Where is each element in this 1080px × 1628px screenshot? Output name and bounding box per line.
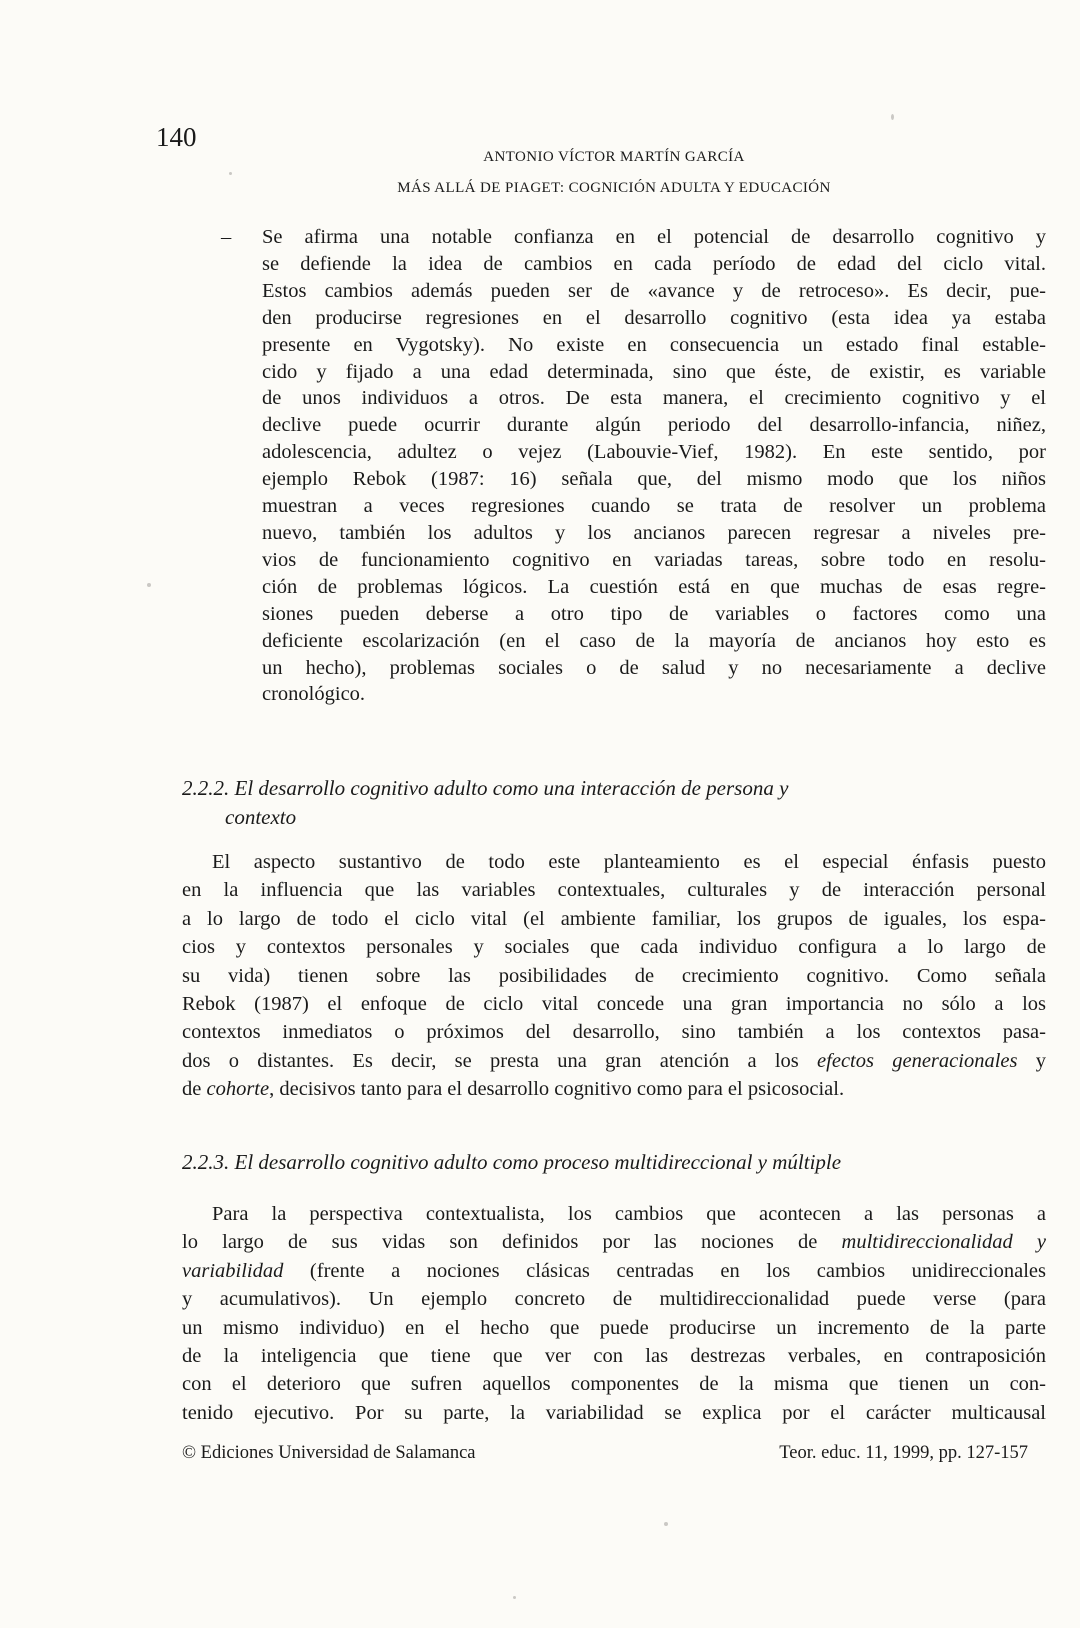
running-header (182, 142, 1046, 204)
page-footer (182, 1441, 1028, 1465)
scan-speck (513, 1596, 516, 1599)
footer-journal-ref: Teor. educ. 11, 1999, pp. 127-157 (779, 1443, 1028, 1463)
scan-speck (664, 1522, 668, 1526)
footer-publisher: © Ediciones Universidad de Salamanca (182, 1443, 476, 1463)
section-heading-2-2-2: 2.2.2. El desarrollo cognitivo adulto como una interacción de persona y contexto (182, 776, 789, 829)
section-paragraph-2-2-2: El aspecto sustantivo de todo este planteamiento es el especial énfasis puesto en la influencia que las variables contextuales, culturales y de interacción personal a lo largo de todo el ciclo vital (el ambiente familiar, los grupos de iguales, los espa- cios y contextos personales y sociales que cada individuo configura a lo largo de su vida) tienen sobre las posibilidades de crecimiento cognitivo. Como señala Rebok (1987) el enfoque de ciclo vital concede una gran importancia no sólo a los contextos inmediatos o próximos del desarrollo, sino también a los contextos pasa- dos o distantes. Es decir, se presta una gran atención a los efectos generacionales y de cohorte, decisivos tanto para el desarrollo cognitivo como para el psicosocial. (182, 851, 1046, 1101)
bullet-dash: – (221, 226, 232, 248)
bullet-paragraph-cognitive-development: – Se afirma una notable confianza en el potencial de desarrollo cognitivo y se defiende la idea de cambios en cada período de edad del ciclo vital. Estos cambios además pueden ser de «avance y de retroceso». Es decir, pue- den producirse regresiones en el desarrollo cognitivo (esta idea ya estaba presente en Vygotsky). No existe en consecuencia un estado final estable- cido y fijado a una edad determinada, sino que éste, de existir, es variable de unos individuos a otros. De esta manera, el crecimiento cognitivo y el declive puede ocurrir durante algún periodo del desarrollo-infancia, niñez, adolescencia, adultez o vejez (Labouvie-Vief, 1982). En este sentido, por ejemplo Rebok (1987: 16) señala que, del mismo modo que los niños muestran a veces regresiones cuando se trata de resolver un problema nuevo, también los adultos y los ancianos parecen regresar a niveles pre- vios de funcionamiento cognitivo en variadas tareas, sobre todo en resolu- ción de problemas lógicos. La cuestión está en que muchas de esas regre- siones pueden deberse a otro tipo de variables o factores como una deficiente escolarización (en el caso de la mayoría de ancianos hoy esto es un hecho), problemas sociales o de salud y no necesariamente a declive cronológico. (221, 226, 1046, 706)
page-number: 140 (156, 122, 197, 152)
section-heading-2-2-3: 2.2.3. El desarrollo cognitivo adulto como proceso multidireccional y múltiple (182, 1150, 842, 1174)
scan-speck (229, 172, 232, 175)
scan-speck (891, 114, 894, 120)
scan-speck (147, 583, 151, 587)
header-title-line: MÁS ALLÁ DE PIAGET: COGNICIÓN ADULTA Y EDUCACIÓN (397, 180, 831, 196)
header-author-line: ANTONIO VÍCTOR MARTÍN GARCÍA (483, 149, 745, 165)
section-paragraph-2-2-3: Para la perspectiva contextualista, los cambios que acontecen a las personas a lo largo de sus vidas son definidos por las nociones de multidireccionalidad y variabilidad (frente a nociones clásicas centradas en los cambios unidireccionales y acumulativos). Un ejemplo concreto de multidireccionalidad puede verse (para un mismo individuo) en el hecho que puede producirse un incremento de la parte de la inteligencia que tiene que ver con las destrezas verbales, en contraposición con el deterioro que sufren aquellos componentes de la misma que tienen un con- tenido ejecutivo. Por su parte, la variabilidad se explica por el carácter multicausal (182, 1203, 1046, 1424)
